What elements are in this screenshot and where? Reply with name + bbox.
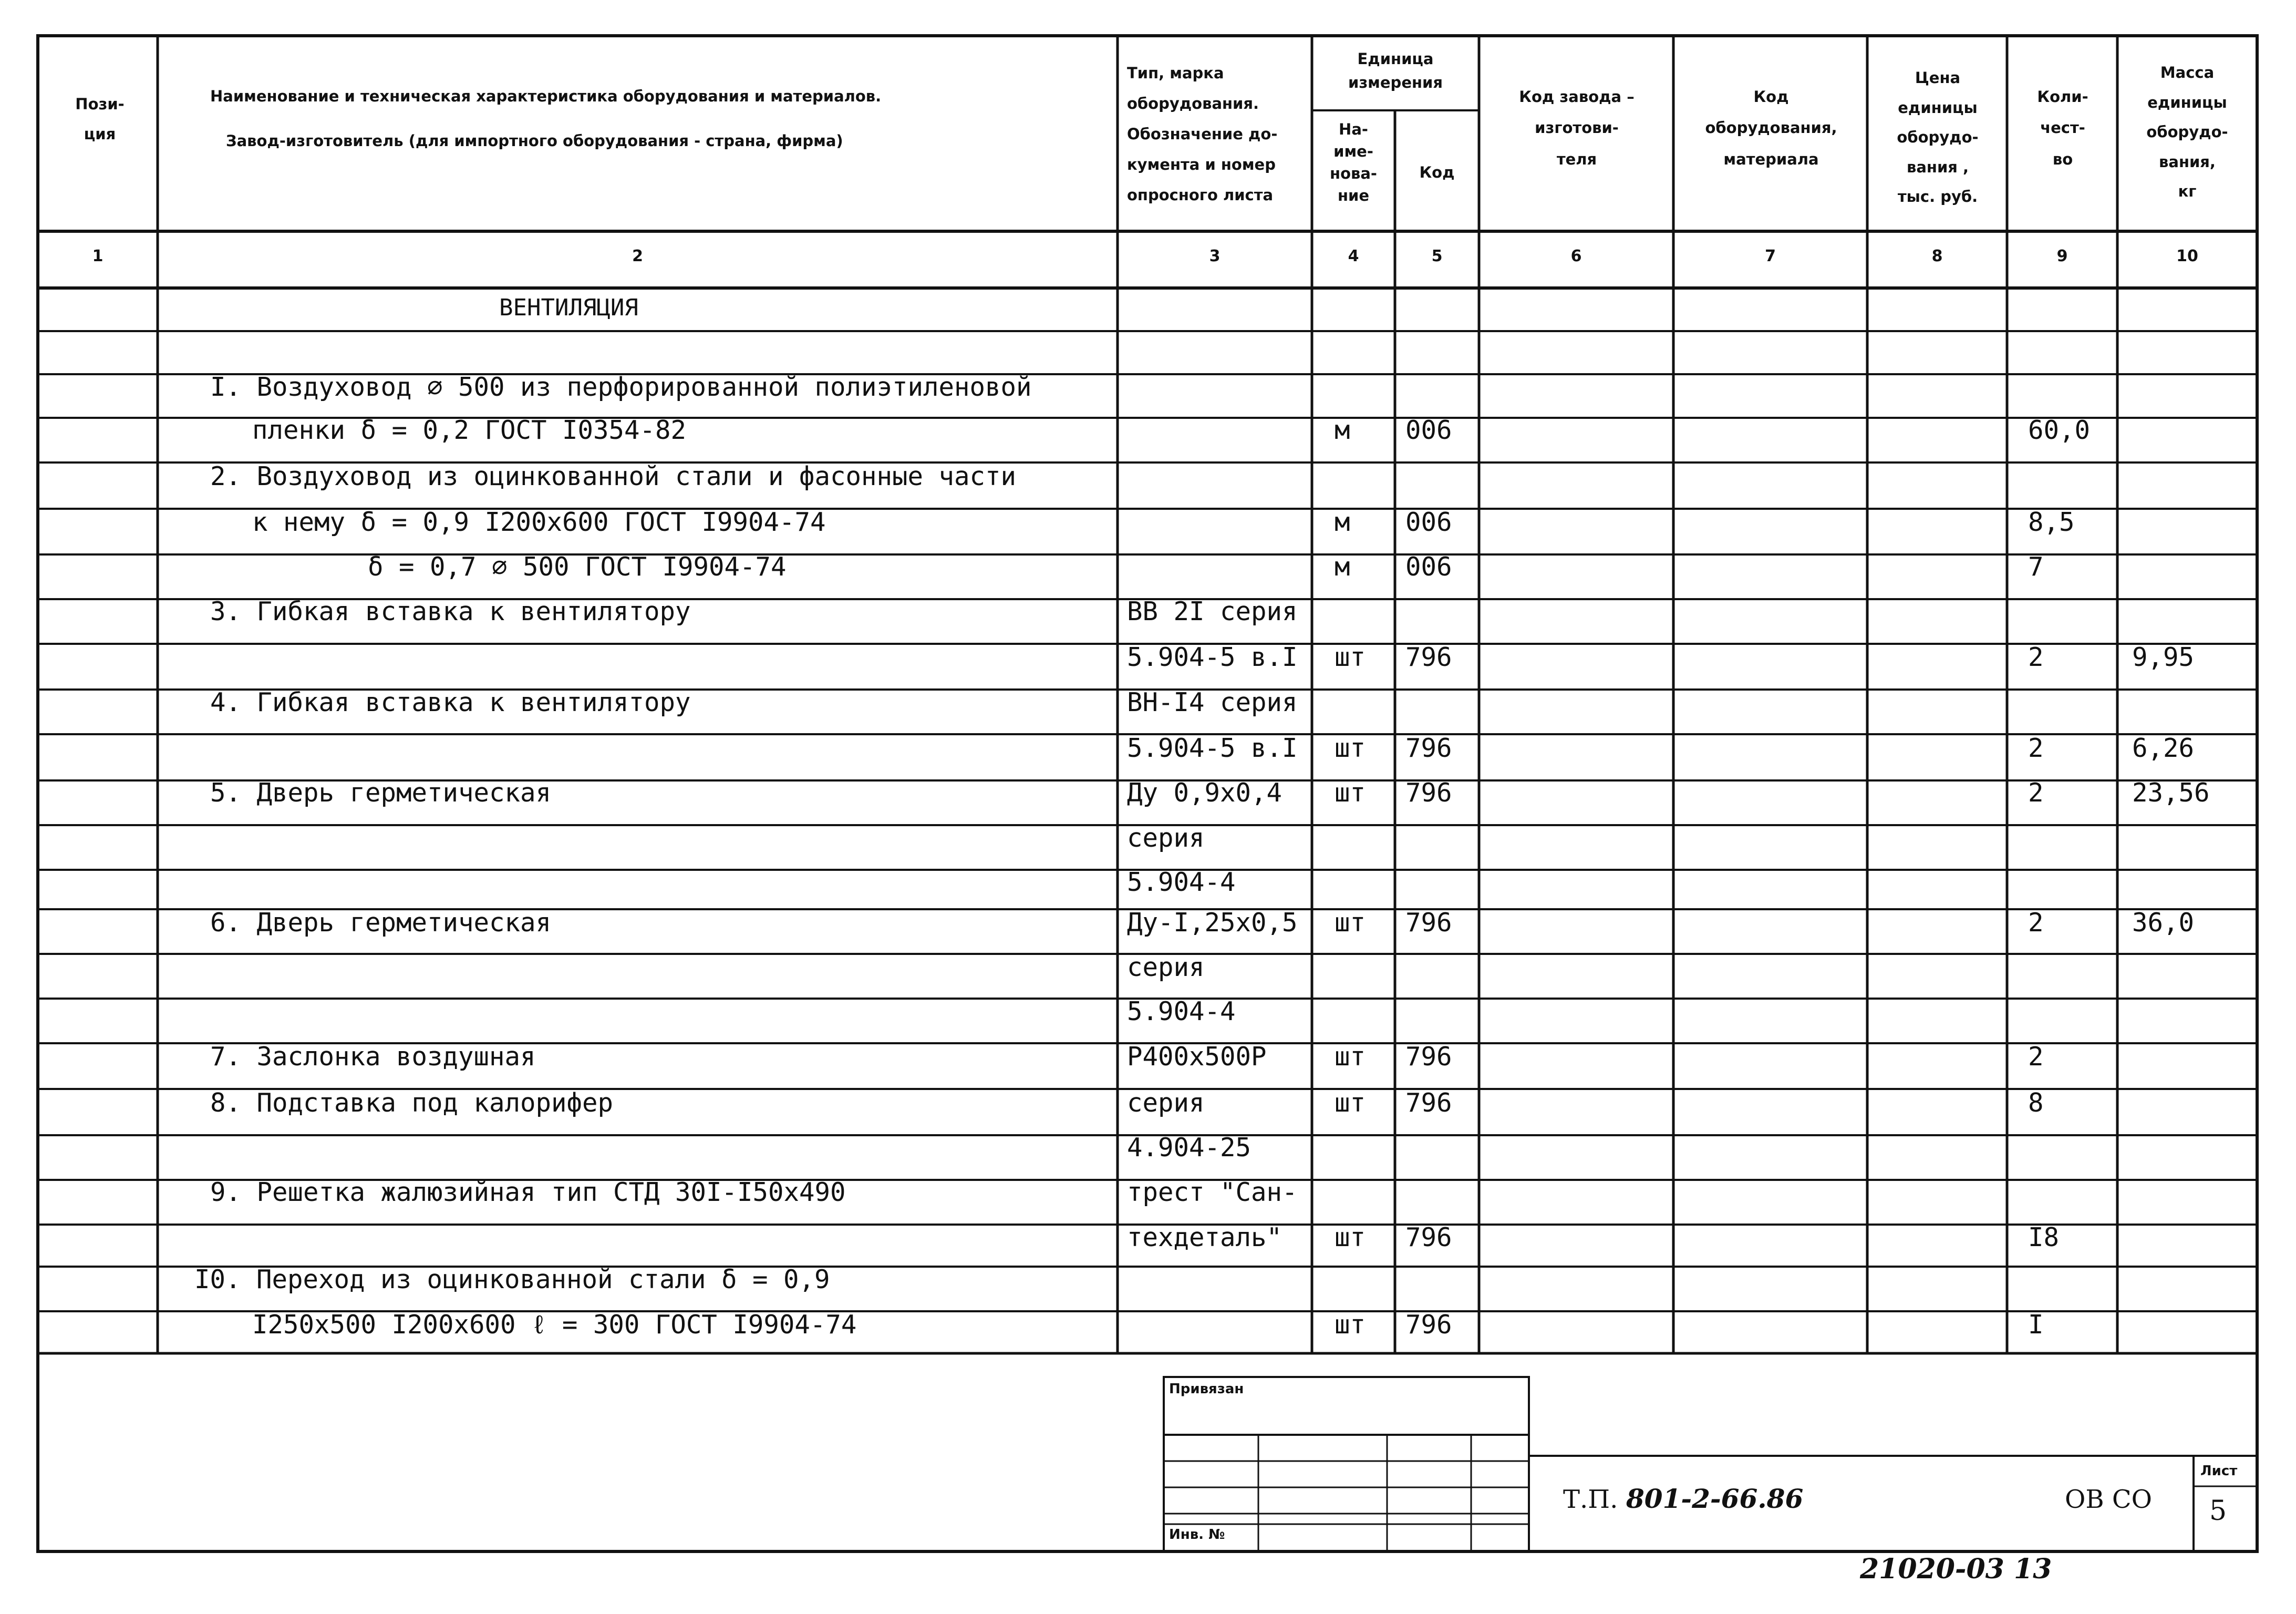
header-factory-code: Код завода – изготови- теля — [1519, 88, 1635, 168]
row-7-mass: 9,95 — [2132, 642, 2195, 672]
row-14-type: серия — [1127, 952, 1205, 982]
row-4-qty: 8,5 — [2028, 507, 2075, 537]
row-17-type: серия — [1127, 1088, 1205, 1118]
row-4-unit: м — [1335, 507, 1350, 537]
row-17-unit: шт — [1335, 1088, 1366, 1118]
row-10-mass: 23,56 — [2132, 778, 2210, 808]
header-mass: Масса единицы оборудо- вания, кг — [2146, 64, 2228, 201]
stamp-project-label: Т.П. — [1563, 1485, 1618, 1514]
row-5-unit: м — [1335, 552, 1350, 582]
row-22-name: I250х500 I200х600 ℓ = 300 ГОСТ I9904-74 — [252, 1310, 857, 1340]
row-20-unit: шт — [1335, 1222, 1366, 1252]
row-6-name: 3. Гибкая вставка к вентилятору — [210, 597, 691, 626]
footer-handwritten-code: 21020-03 13 — [1860, 1553, 2052, 1585]
row-16-qty: 2 — [2028, 1042, 2044, 1072]
row-17-code: 796 — [1405, 1088, 1452, 1118]
header-quantity: Коли- чест- во — [2037, 88, 2088, 168]
row-2-code: 006 — [1405, 415, 1452, 445]
colnum-8: 8 — [1931, 247, 1943, 265]
row-16-unit: шт — [1335, 1042, 1366, 1072]
row-9-qty: 2 — [2028, 733, 2044, 763]
colnum-2: 2 — [632, 247, 643, 265]
stamp-sheet-label: Лист — [2200, 1463, 2238, 1479]
row-5-code: 006 — [1405, 552, 1452, 582]
row-13-type: Ду-I,25х0,5 — [1127, 908, 1298, 938]
row-4-name: к нему δ = 0,9 I200x600 ГОСТ I9904-74 — [252, 507, 826, 537]
stamp-privyazan: Привязан — [1169, 1381, 1244, 1397]
row-15-type: 5.904-4 — [1127, 996, 1236, 1026]
row-2-unit: м — [1335, 415, 1350, 445]
stamp-sheet-number: 5 — [2209, 1495, 2227, 1527]
colnum-6: 6 — [1570, 247, 1582, 265]
row-8-name: 4. Гибкая вставка к вентилятору — [210, 687, 691, 717]
row-6-type: ВВ 2I серия — [1127, 597, 1298, 626]
row-7-qty: 2 — [2028, 642, 2044, 672]
row-9-mass: 6,26 — [2132, 733, 2195, 763]
header-position — [53, 89, 147, 149]
row-11-type: серия — [1127, 823, 1205, 853]
header-unit-code: Код — [1419, 163, 1455, 181]
section-title: ВЕНТИЛЯЦИЯ — [499, 294, 638, 321]
row-13-code: 796 — [1405, 908, 1452, 938]
row-2-qty: 60,0 — [2028, 415, 2091, 445]
header-name-line2: Завод-изготовитель (для импортного оборудования - страна, фирма) — [226, 132, 843, 150]
row-9-type: 5.904-5 в.I — [1127, 733, 1298, 763]
row-5-name: δ = 0,7 ∅ 500 ГОСТ I9904-74 — [368, 552, 787, 582]
row-16-code: 796 — [1405, 1042, 1452, 1072]
row-21-name: I0. Переход из оцинкованной стали δ = 0,9 — [194, 1265, 830, 1294]
stamp-mark: ОВ СО — [2065, 1485, 2152, 1514]
row-10-qty: 2 — [2028, 778, 2044, 808]
row-13-name: 6. Дверь герметическая — [210, 908, 552, 938]
row-7-type: 5.904-5 в.I — [1127, 642, 1298, 672]
row-13-unit: шт — [1335, 908, 1366, 938]
header-equipment-code: Код оборудования, материала — [1705, 88, 1837, 168]
row-10-unit: шт — [1335, 778, 1366, 808]
row-13-mass: 36,0 — [2132, 908, 2195, 938]
row-4-code: 006 — [1405, 507, 1452, 537]
row-17-qty: 8 — [2028, 1088, 2044, 1118]
header-unit-name: На- име- нова- ние — [1330, 120, 1377, 205]
stamp-inv-no: Инв. № — [1169, 1527, 1225, 1543]
header-type: Тип, марка оборудования. Обозначение до- кумента и номер опросного листа — [1127, 64, 1278, 204]
row-3-name: 2. Воздуховод из оцинкованной стали и фасонные части — [210, 461, 1017, 491]
header-name-line1: Наименование и техническая характеристика оборудования и материалов. — [210, 87, 882, 105]
row-16-type: Р400х500Р — [1127, 1042, 1267, 1072]
row-13-qty: 2 — [2028, 908, 2044, 938]
row-7-unit: шт — [1335, 642, 1366, 672]
row-8-type: ВН-I4 серия — [1127, 687, 1298, 717]
colnum-1: 1 — [92, 247, 104, 265]
row-20-type: техдеталь" — [1127, 1222, 1283, 1252]
row-10-name: 5. Дверь герметическая — [210, 778, 552, 808]
colnum-5: 5 — [1431, 247, 1443, 265]
header-unit-group: Единица измерения — [1348, 50, 1443, 91]
header-position-text: Пози- ция — [75, 95, 125, 143]
row-20-code: 796 — [1405, 1222, 1452, 1252]
colnum-9: 9 — [2056, 247, 2068, 265]
row-1-name: I. Воздуховод ∅ 500 из перфорированной полиэтиленовой — [210, 372, 1032, 402]
colnum-3: 3 — [1209, 247, 1221, 265]
row-16-name: 7. Заслонка воздушная — [210, 1042, 536, 1072]
row-22-code: 796 — [1405, 1310, 1452, 1340]
row-19-name: 9. Решетка жалюзийная тип СТД 30I-I50х490 — [210, 1177, 846, 1207]
row-10-code: 796 — [1405, 778, 1452, 808]
row-17-name: 8. Подставка под калорифер — [210, 1088, 614, 1118]
row-22-unit: шт — [1335, 1310, 1366, 1340]
colnum-4: 4 — [1348, 247, 1359, 265]
row-19-type: трест "Сан- — [1127, 1177, 1298, 1207]
row-12-type: 5.904-4 — [1127, 867, 1236, 897]
row-2-name: пленки δ = 0,2 ГОСТ I0354-82 — [252, 415, 687, 445]
row-22-qty: I — [2028, 1310, 2044, 1340]
row-18-type: 4.904-25 — [1127, 1133, 1252, 1163]
stamp-project-number: 801-2-66.86 — [1626, 1483, 1804, 1514]
row-5-qty: 7 — [2028, 552, 2044, 582]
colnum-7: 7 — [1765, 247, 1776, 265]
header-price: Цена единицы оборудо- вания , тыс. руб. — [1897, 69, 1979, 206]
row-10-type: Ду 0,9х0,4 — [1127, 778, 1283, 808]
row-9-code: 796 — [1405, 733, 1452, 763]
row-7-code: 796 — [1405, 642, 1452, 672]
row-9-unit: шт — [1335, 733, 1366, 763]
row-20-qty: I8 — [2028, 1222, 2060, 1252]
colnum-10: 10 — [2176, 247, 2198, 265]
